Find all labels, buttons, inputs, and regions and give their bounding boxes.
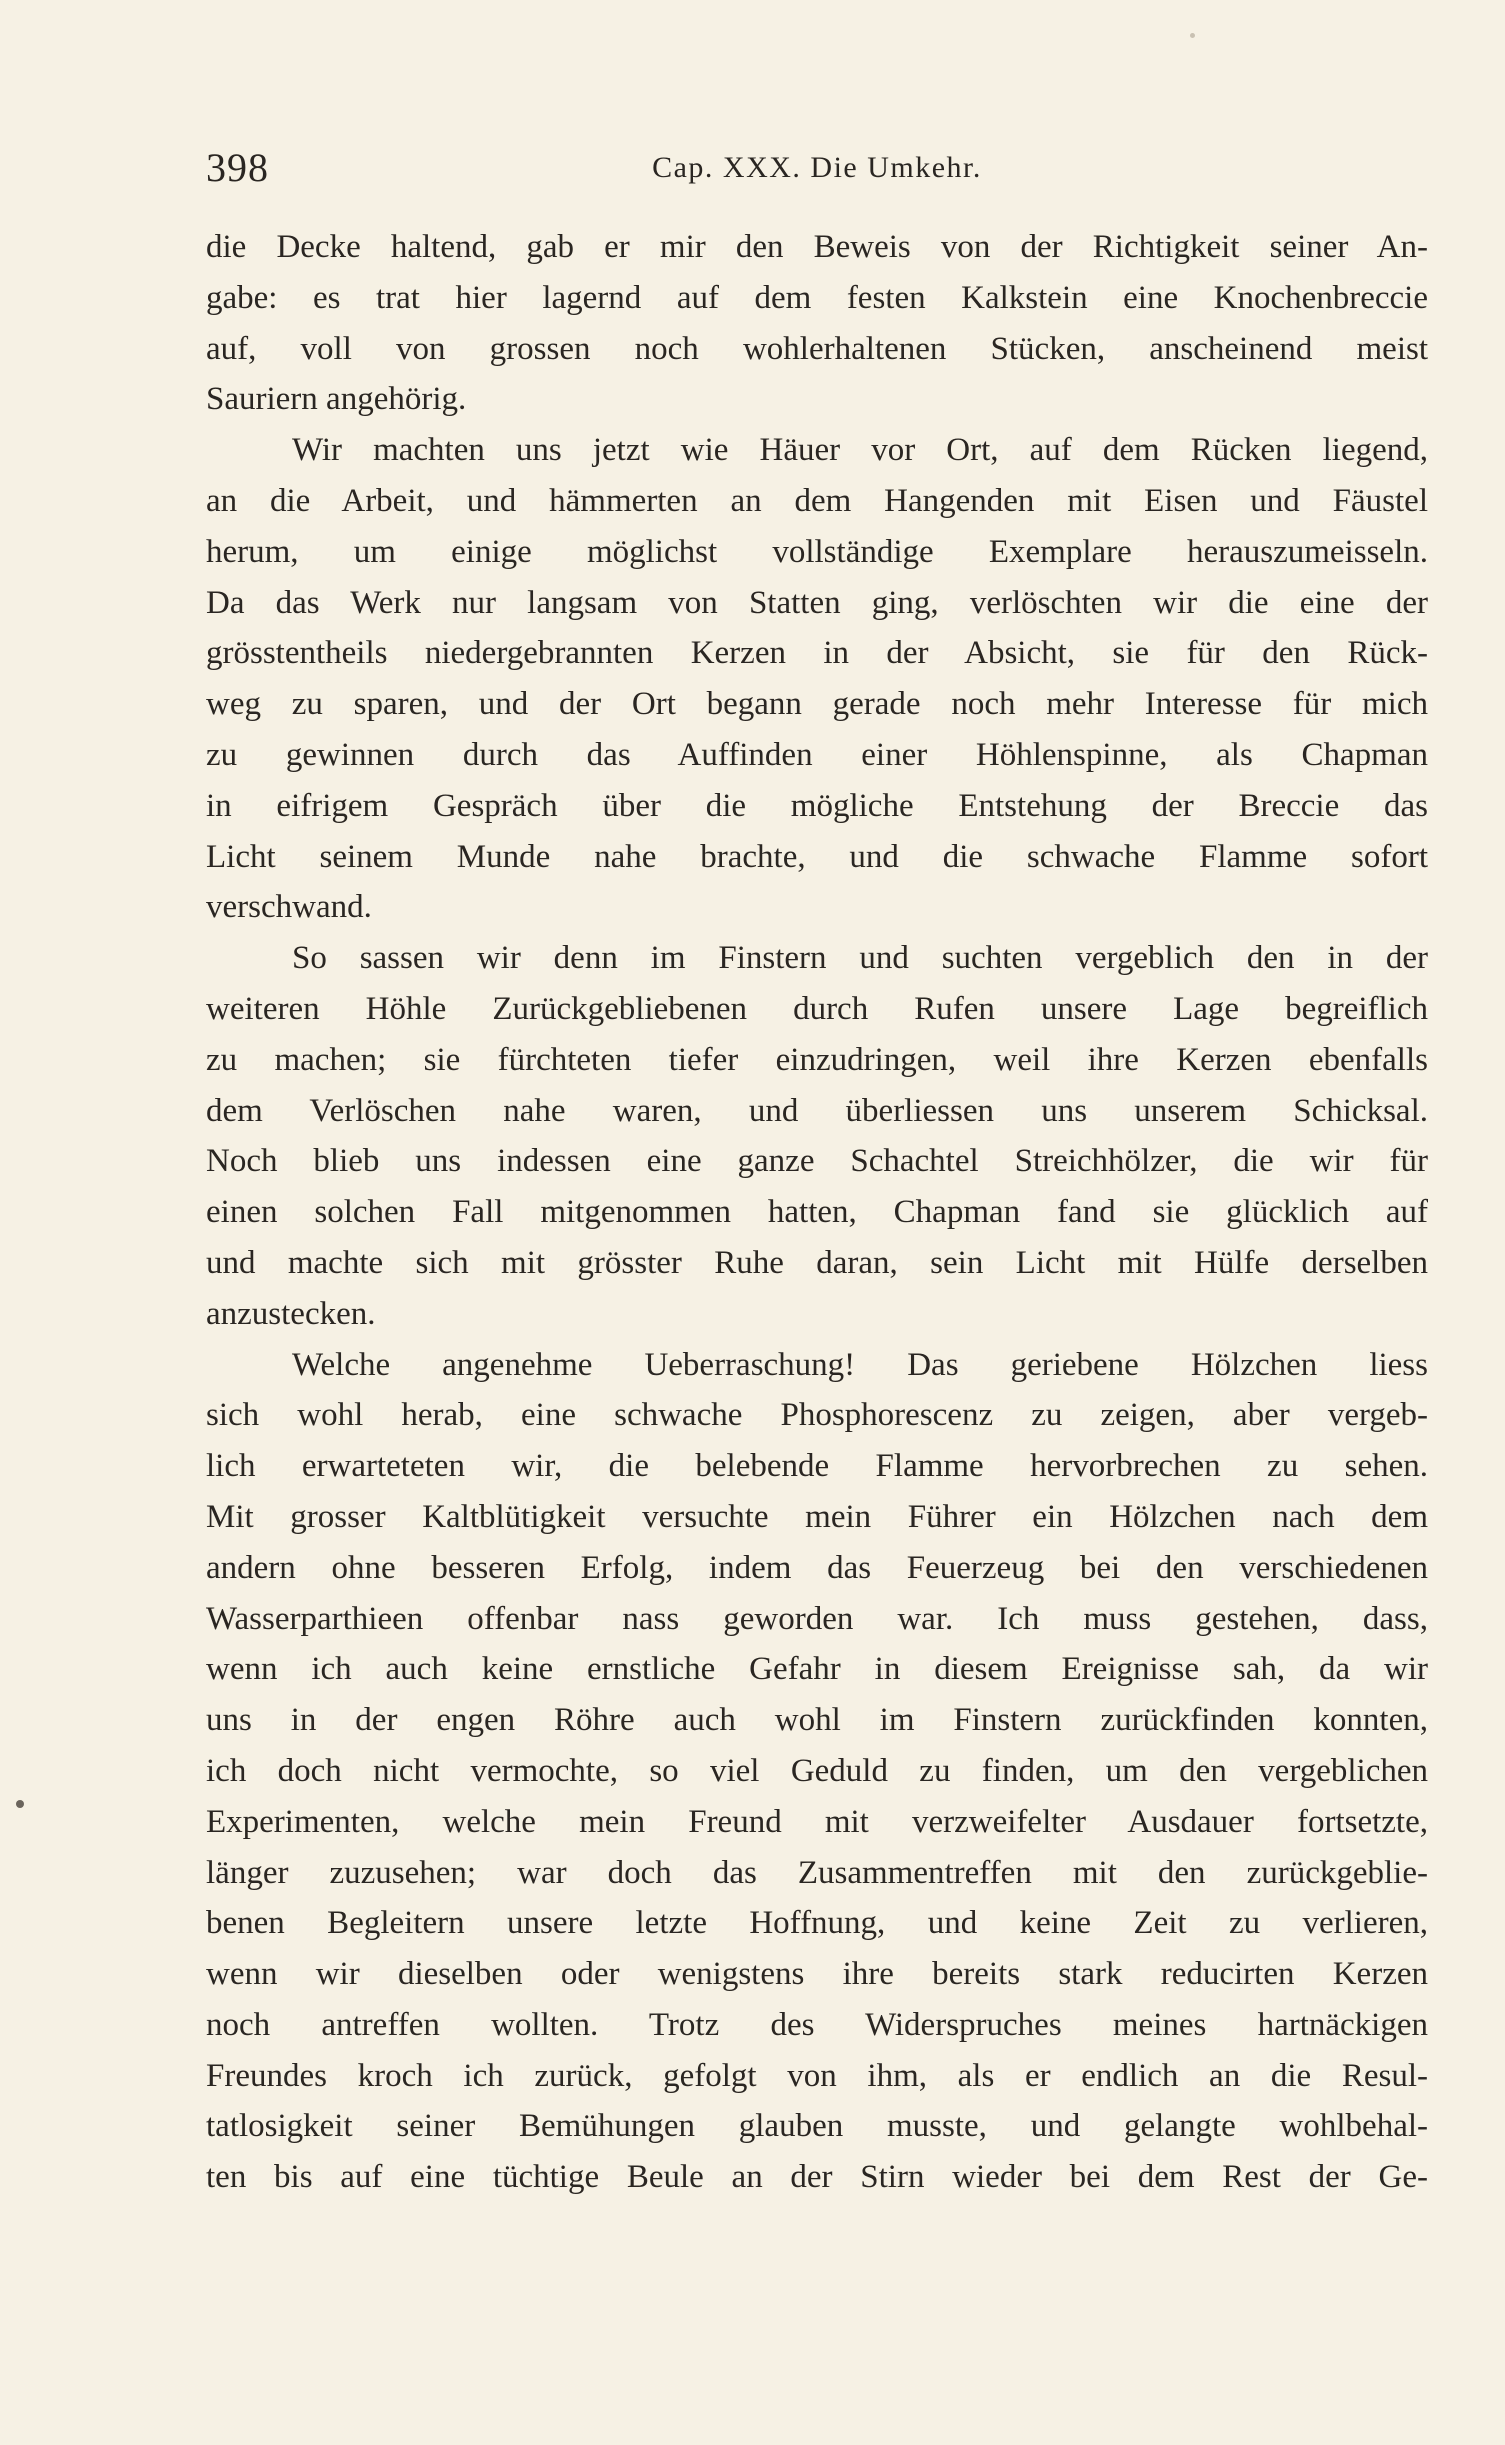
text-line: herum, um einige möglichst vollständige Exemplare herauszumeisseln. bbox=[206, 533, 1428, 570]
text-line: andern ohne besseren Erfolg, indem das Feuerzeug bei den verschiedenen bbox=[206, 1549, 1428, 1586]
text-line: Freundes kroch ich zurück, gefolgt von ihm, als er endlich an die Resul- bbox=[206, 2057, 1428, 2094]
text-line: Mit grosser Kaltblütigkeit versuchte mein Führer ein Hölzchen nach dem bbox=[206, 1498, 1428, 1535]
page-number: 398 bbox=[206, 145, 269, 190]
text-line: Noch blieb uns indessen eine ganze Schachtel Streichhölzer, die wir für bbox=[206, 1143, 1428, 1180]
text-line: sich wohl herab, eine schwache Phosphorescenz zu zeigen, aber vergeb- bbox=[206, 1397, 1428, 1434]
text-line: einen solchen Fall mitgenommen hatten, Chapman fand sie glücklich auf bbox=[206, 1194, 1428, 1231]
text-line: Experimenten, welche mein Freund mit verzweifelter Ausdauer fortsetzte, bbox=[206, 1803, 1428, 1840]
text-line: die Decke haltend, gab er mir den Beweis von der Richtigkeit seiner An- bbox=[206, 229, 1428, 265]
text-line: Welche angenehme Ueberraschung! Das geriebene Hölzchen liess bbox=[292, 1346, 1428, 1383]
text-line: weiteren Höhle Zurückgebliebenen durch Rufen unsere Lage begreiflich bbox=[206, 990, 1428, 1027]
text-line: zu gewinnen durch das Auffinden einer Höhlenspinne, als Chapman bbox=[206, 736, 1428, 773]
text-line: wenn ich auch keine ernstliche Gefahr in diesem Ereignisse sah, da wir bbox=[206, 1651, 1428, 1688]
text-line: dem Verlöschen nahe waren, und überliessen uns unserem Schicksal. bbox=[206, 1092, 1428, 1129]
text-line: ich doch nicht vermochte, so viel Geduld zu finden, um den vergeblichen bbox=[206, 1752, 1428, 1789]
text-line: grösstentheils niedergebrannten Kerzen in der Absicht, sie für den Rück- bbox=[206, 635, 1428, 672]
text-line: noch antreffen wollten. Trotz des Widerspruches meines hartnäckigen bbox=[206, 2006, 1428, 2043]
text-line: auf, voll von grossen noch wohlerhaltenen Stücken, anscheinend meist bbox=[206, 330, 1428, 367]
text-line: tatlosigkeit seiner Bemühungen glauben musste, und gelangte wohlbehal- bbox=[206, 2108, 1428, 2145]
text-line: Wir machten uns jetzt wie Häuer vor Ort, auf dem Rücken liegend, bbox=[292, 432, 1428, 469]
text-line: und machte sich mit grösster Ruhe daran, sein Licht mit Hülfe derselben bbox=[206, 1244, 1428, 1281]
running-head bbox=[206, 138, 1428, 198]
text-line: zu machen; sie fürchteten tiefer einzudringen, weil ihre Kerzen ebenfalls bbox=[206, 1041, 1428, 1078]
text-line: länger zuzusehen; war doch das Zusammentreffen mit den zurückgeblie- bbox=[206, 1854, 1428, 1891]
margin-mark bbox=[16, 1800, 24, 1808]
chapter-title: Cap. XXX. Die Umkehr. bbox=[652, 151, 982, 184]
text-line: gabe: es trat hier lagernd auf dem festen Kalkstein eine Knochenbreccie bbox=[206, 279, 1428, 316]
text-line: anzustecken. bbox=[206, 1295, 376, 1332]
paper-speck bbox=[1190, 33, 1195, 38]
text-line: benen Begleitern unsere letzte Hoffnung, und keine Zeit zu verlieren, bbox=[206, 1905, 1428, 1942]
text-line: in eifrigem Gespräch über die mögliche Entstehung der Breccie das bbox=[206, 787, 1428, 824]
text-line: So sassen wir denn im Finstern und suchten vergeblich den in der bbox=[292, 940, 1428, 977]
text-line: weg zu sparen, und der Ort begann gerade noch mehr Interesse für mich bbox=[206, 686, 1428, 723]
text-line: ten bis auf eine tüchtige Beule an der Stirn wieder bei dem Rest der Ge- bbox=[206, 2159, 1428, 2196]
text-line: verschwand. bbox=[206, 889, 372, 926]
text-line: Sauriern angehörig. bbox=[206, 381, 467, 418]
text-line: an die Arbeit, und hämmerten an dem Hangenden mit Eisen und Fäustel bbox=[206, 482, 1428, 519]
text-line: Licht seinem Munde nahe brachte, und die schwache Flamme sofort bbox=[206, 838, 1428, 875]
text-line: Wasserparthieen offenbar nass geworden war. Ich muss gestehen, dass, bbox=[206, 1600, 1428, 1637]
text-line: lich erwarteteten wir, die belebende Flamme hervorbrechen zu sehen. bbox=[206, 1448, 1428, 1485]
text-line: wenn wir dieselben oder wenigstens ihre bereits stark reducirten Kerzen bbox=[206, 1956, 1428, 1993]
text-line: Da das Werk nur langsam von Statten ging, verlöschten wir die eine der bbox=[206, 584, 1428, 621]
body-text bbox=[206, 222, 1428, 2203]
text-line: uns in der engen Röhre auch wohl im Finstern zurückfinden konnten, bbox=[206, 1702, 1428, 1739]
